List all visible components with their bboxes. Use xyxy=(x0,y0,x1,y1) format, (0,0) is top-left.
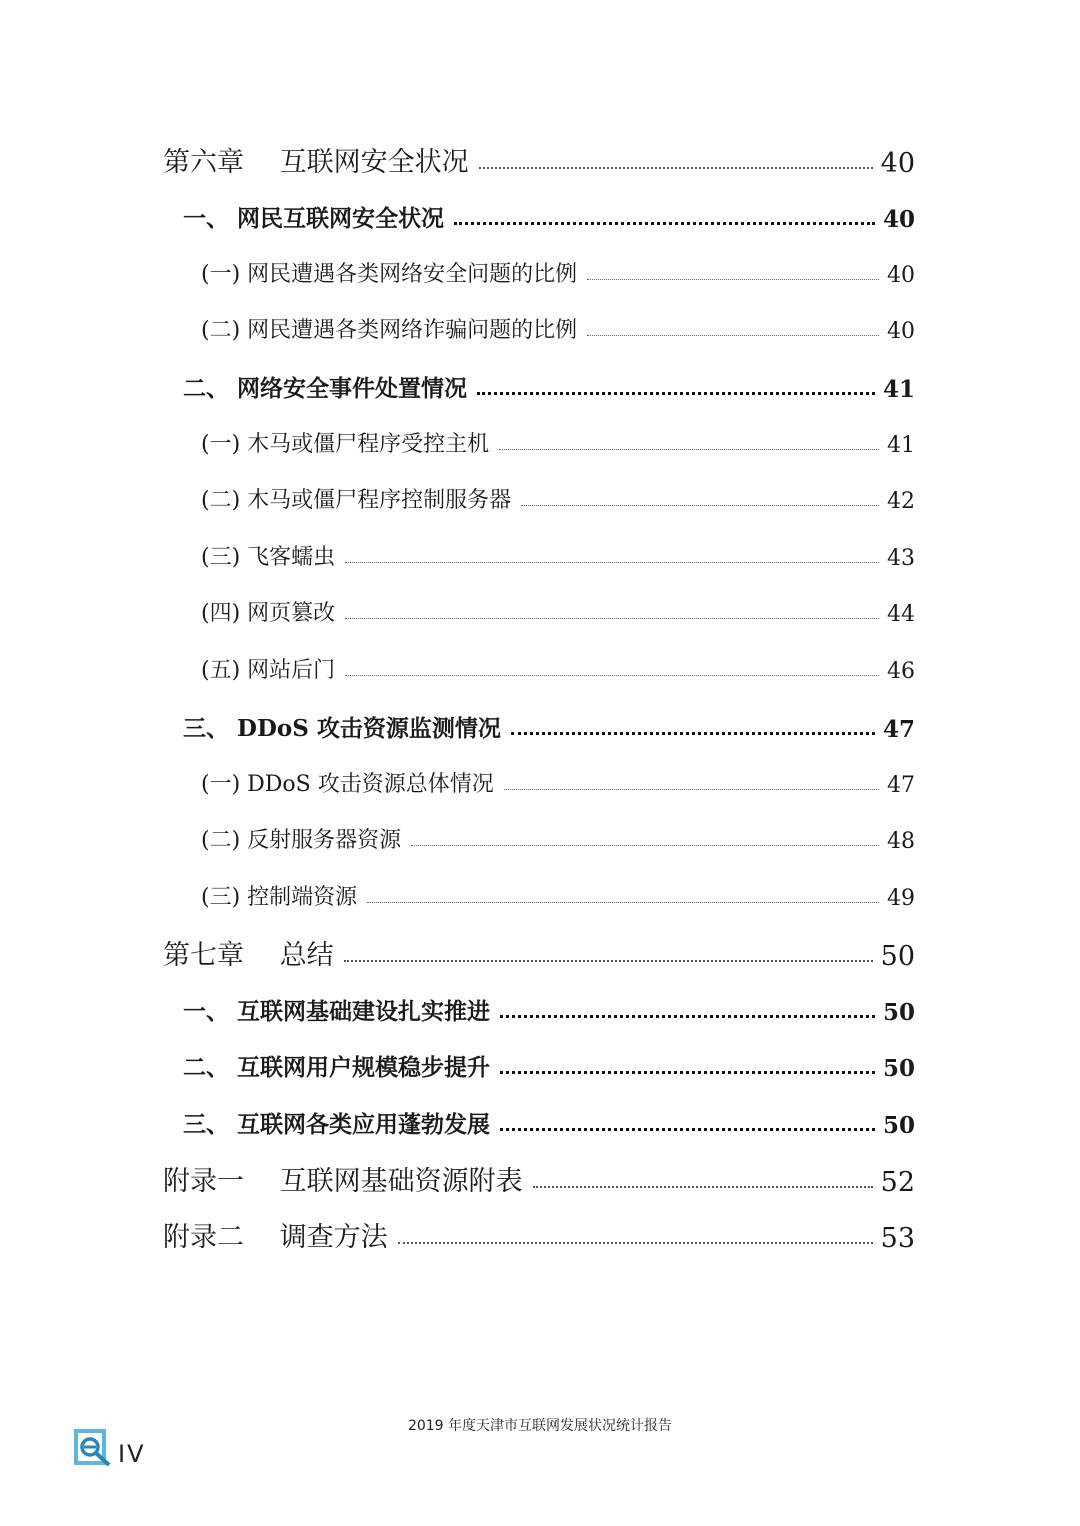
toc-entry-page: 52 xyxy=(880,1167,915,1198)
toc-entry[interactable] xyxy=(163,1215,915,1254)
toc-entry-title: 一、 互联网基础建设扎实推进 xyxy=(183,998,491,1025)
toc-entry[interactable] xyxy=(201,483,915,514)
toc-leader-dots xyxy=(500,1015,875,1018)
toc-entry-page: 48 xyxy=(887,829,915,854)
toc-leader-dots xyxy=(367,902,879,903)
toc-entry-title: (四) 网页篡改 xyxy=(201,601,336,626)
toc-entry-title: (三) 飞客蠕虫 xyxy=(201,545,336,570)
toc-leader-dots xyxy=(500,1071,875,1074)
toc-entry[interactable] xyxy=(201,313,915,344)
toc-entry[interactable] xyxy=(201,427,915,458)
toc-entry[interactable] xyxy=(183,710,915,743)
toc-leader-dots xyxy=(504,789,879,790)
toc-entry-page: 42 xyxy=(887,489,915,514)
toc-leader-dots xyxy=(587,335,879,336)
toc-leader-dots xyxy=(411,845,879,846)
toc-entry-title: 二、 互联网用户规模稳步提升 xyxy=(183,1054,491,1081)
toc-entry-page: 40 xyxy=(887,263,915,288)
toc-entry[interactable] xyxy=(183,993,915,1026)
toc-entry-title: 一、 网民互联网安全状况 xyxy=(183,205,445,232)
toc-leader-dots xyxy=(499,449,879,450)
toc-entry-page: 40 xyxy=(880,148,915,179)
toc-entry-title: 三、 互联网各类应用蓬勃发展 xyxy=(183,1111,491,1138)
toc-entry-title: (二) 反射服务器资源 xyxy=(201,828,402,853)
toc-entry-title: (三) 控制端资源 xyxy=(201,885,358,910)
toc-entry-page: 40 xyxy=(882,206,915,233)
toc-leader-dots xyxy=(345,562,879,563)
toc-leader-dots xyxy=(345,675,879,676)
toc-entry-title: (二) 网民遭遇各类网络诈骗问题的比例 xyxy=(201,318,578,343)
footer-report-title: 2019 年度天津市互联网发展状况统计报告 xyxy=(407,1418,673,1434)
toc-entry-page: 50 xyxy=(882,1055,915,1082)
toc-entry[interactable] xyxy=(183,200,915,233)
toc-entry-page: 41 xyxy=(887,433,915,458)
toc-entry-title: 二、 网络安全事件处置情况 xyxy=(183,375,468,402)
magnifier-e-logo-icon xyxy=(73,1428,113,1468)
toc-entry-page: 50 xyxy=(882,999,915,1026)
toc-entry[interactable] xyxy=(183,1049,915,1082)
toc-leader-dots xyxy=(344,960,873,962)
toc-entry[interactable] xyxy=(183,370,915,403)
toc-entry-page: 47 xyxy=(887,773,915,798)
toc-entry-page: 43 xyxy=(887,546,915,571)
toc-entry-page: 44 xyxy=(887,602,915,627)
toc-entry[interactable] xyxy=(183,1106,915,1139)
toc-entry-page: 49 xyxy=(887,886,915,911)
page-number: IV xyxy=(118,1440,146,1468)
toc-entry-title: (五) 网站后门 xyxy=(201,658,336,683)
toc-entry-title: 第六章 互联网安全状况 xyxy=(163,147,469,178)
toc-entry-title: (二) 木马或僵尸程序控制服务器 xyxy=(201,488,512,513)
toc-entry[interactable] xyxy=(163,140,915,179)
toc-leader-dots xyxy=(398,1242,873,1244)
toc-entry[interactable] xyxy=(201,596,915,627)
toc-entry-page: 47 xyxy=(882,716,915,743)
toc-entry[interactable] xyxy=(201,540,915,571)
toc-entry[interactable] xyxy=(163,933,915,972)
toc-entry-page: 41 xyxy=(882,376,915,403)
toc-entry-page: 50 xyxy=(882,1112,915,1139)
toc-leader-dots xyxy=(587,279,879,280)
toc-leader-dots xyxy=(511,732,875,735)
toc-entry-title: (一) 木马或僵尸程序受控主机 xyxy=(201,432,490,457)
toc-leader-dots xyxy=(521,505,879,506)
toc-leader-dots xyxy=(533,1186,873,1188)
toc-entry[interactable] xyxy=(201,653,915,684)
toc-entry[interactable] xyxy=(201,880,915,911)
toc-entry[interactable] xyxy=(163,1159,915,1198)
toc-entry[interactable] xyxy=(201,257,915,288)
toc-entry-page: 40 xyxy=(887,319,915,344)
toc-leader-dots xyxy=(479,167,873,169)
toc-entry-title: (一) 网民遭遇各类网络安全问题的比例 xyxy=(201,262,578,287)
toc-leader-dots xyxy=(500,1128,875,1131)
toc-entry-title: 三、 DDoS 攻击资源监测情况 xyxy=(183,715,501,742)
toc-leader-dots xyxy=(454,222,875,225)
toc-entry-title: 第七章 总结 xyxy=(163,940,334,971)
toc-entry-page: 46 xyxy=(887,659,915,684)
toc-entry-title: 附录二 调查方法 xyxy=(163,1222,388,1253)
toc-entry[interactable] xyxy=(201,767,915,798)
toc-entry[interactable] xyxy=(201,823,915,854)
toc-entry-title: 附录一 互联网基础资源附表 xyxy=(163,1166,523,1197)
toc-entry-page: 50 xyxy=(880,941,915,972)
toc-leader-dots xyxy=(477,392,875,395)
toc-entry-title: (一) DDoS 攻击资源总体情况 xyxy=(201,772,494,797)
toc-leader-dots xyxy=(345,618,879,619)
toc-entry-page: 53 xyxy=(880,1223,915,1254)
